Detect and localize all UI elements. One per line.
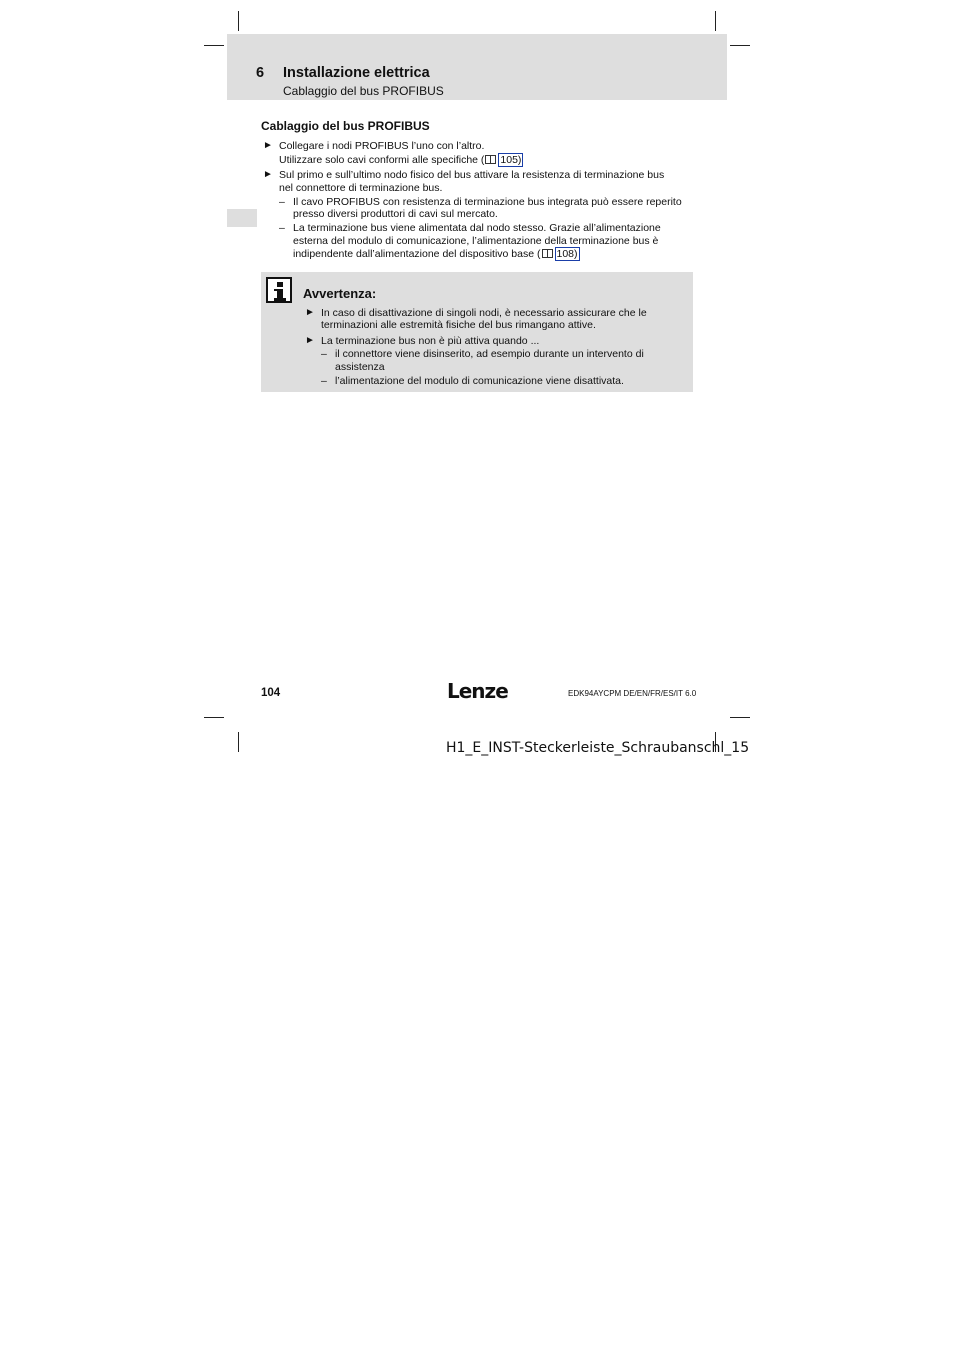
bullet-text: Sul primo e sull’ultimo nodo fisico del bus attivare la resistenza di terminazione bus (279, 169, 665, 181)
bullet-arrow-icon: ► (263, 169, 273, 180)
side-tab (227, 209, 257, 227)
crop-mark (730, 45, 750, 46)
bullet-arrow-icon: ► (305, 335, 315, 346)
chapter-title: Installazione elettrica (283, 65, 430, 81)
page-link-108[interactable]: 108) (556, 248, 578, 260)
section-title: Cablaggio del bus PROFIBUS (261, 119, 430, 133)
note-text: terminazioni alle estremità fisiche del bus rimangano attive. (321, 319, 596, 331)
note-text: l’alimentazione del modulo di comunicazione viene disattivata. (335, 375, 624, 387)
note-text: La terminazione bus non è più attiva quando ... (321, 335, 540, 347)
dash-text: presso diversi produttori di cavi sul mercato. (293, 208, 498, 220)
note-text: il connettore viene disinserito, ad esempio durante un intervento di (335, 348, 644, 360)
crop-mark (204, 717, 224, 718)
crop-mark (238, 11, 239, 31)
book-icon (542, 249, 553, 258)
dash-text: La terminazione bus viene alimentata dal nodo stesso. Grazie all’alimentazione (293, 222, 661, 234)
dash-marker: – (321, 375, 327, 387)
bullet-text: Collegare i nodi PROFIBUS l’uno con l’altro. (279, 140, 485, 152)
dash-marker: – (279, 222, 285, 234)
crop-mark (238, 732, 239, 752)
crop-mark (715, 11, 716, 31)
dash-text (293, 248, 580, 261)
bullet-arrow-icon: ► (263, 140, 273, 151)
note-text: assistenza (335, 361, 385, 373)
file-name-line: H1_E_INST-Steckerleiste_Schraubanschl_15 (446, 740, 750, 756)
note-title: Avvertenza: (303, 286, 377, 301)
dash-text: esterna del modulo di comunicazione, l’alimentazione della terminazione bus è (293, 235, 659, 247)
lenze-logo: Lenze (447, 679, 508, 703)
dash-marker: – (321, 348, 327, 360)
crop-mark (204, 45, 224, 46)
book-icon (485, 155, 496, 164)
note-text: In caso di disattivazione di singoli nodi, è necessario assicurare che le (321, 307, 647, 319)
dash-text-prefix: indipendente dall’alimentazione del dispositivo base ( (293, 248, 541, 260)
bullet-text (279, 154, 523, 167)
chapter-subtitle: Cablaggio del bus PROFIBUS (283, 84, 444, 98)
bullet-text-prefix: Utilizzare solo cavi conformi alle specifiche ( (279, 154, 485, 166)
document-code: EDK94AYCPM DE/EN/FR/ES/IT 6.0 (568, 689, 697, 698)
bullet-arrow-icon: ► (305, 307, 315, 318)
chapter-number: 6 (256, 65, 265, 81)
bullet-text: nel connettore di terminazione bus. (279, 182, 443, 194)
crop-mark (730, 717, 750, 718)
info-icon (266, 277, 292, 303)
dash-text: Il cavo PROFIBUS con resistenza di terminazione bus integrata può essere reperito (293, 196, 682, 208)
page-number: 104 (261, 687, 281, 699)
page-link-105[interactable]: 105) (500, 154, 522, 166)
dash-marker: – (279, 196, 285, 208)
